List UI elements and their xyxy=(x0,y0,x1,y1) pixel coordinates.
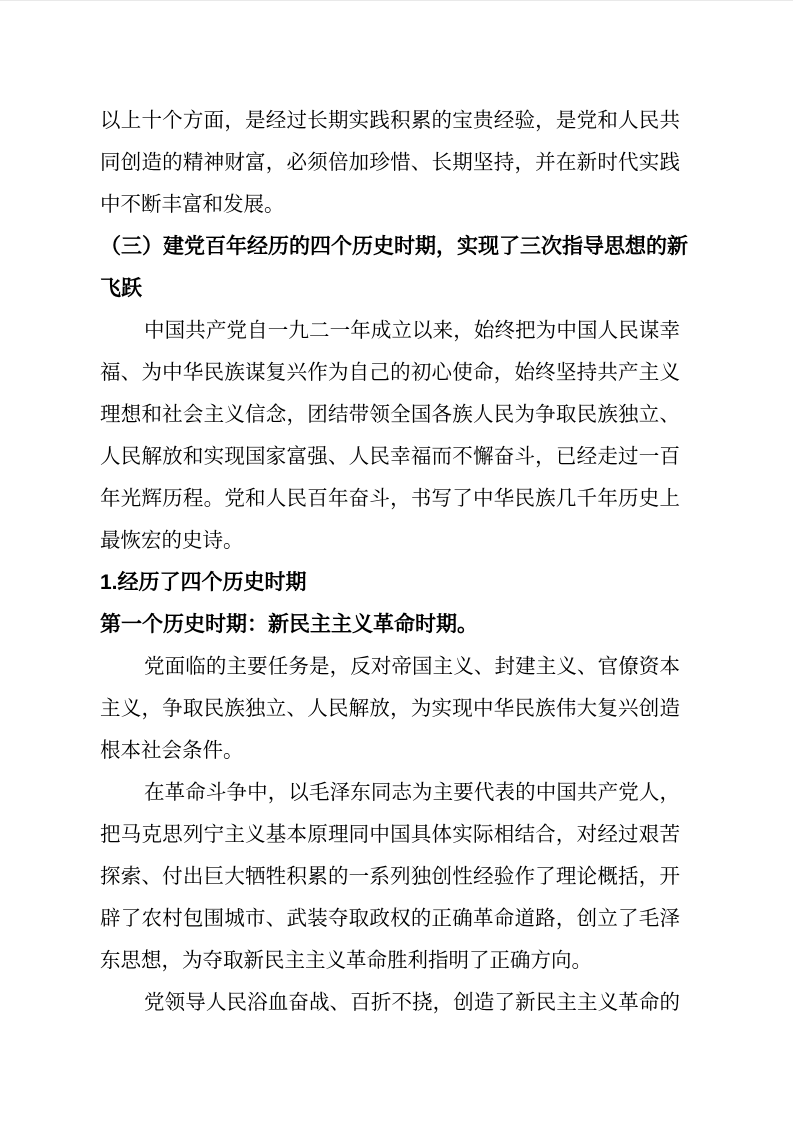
text-line: 把马克思列宁主义基本原理同中国具体实际相结合，对经过艰苦 xyxy=(100,824,680,846)
document-content xyxy=(100,100,688,1024)
text-line: 福、为中华民族谋复兴作为自己的初心使命，始终坚持共产主义 xyxy=(100,362,680,384)
text-line: 在革命斗争中，以毛泽东同志为主要代表的中国共产党人， xyxy=(144,782,680,804)
text-line: 根本社会条件。 xyxy=(100,740,244,762)
paragraph xyxy=(100,310,680,562)
heading-line: （三）建党百年经历的四个历史时期，实现了三次指导思想的新 xyxy=(100,235,688,258)
text-line: 党领导人民浴血奋战、百折不挠，创造了新民主主义革命的 xyxy=(144,992,680,1014)
text-line: 主义，争取民族独立、人民解放，为实现中华民族伟大复兴创造 xyxy=(100,698,680,720)
text-line: 理想和社会主义信念，团结带领全国各族人民为争取民族独立、 xyxy=(100,404,680,426)
paragraph xyxy=(100,100,680,226)
text-line: 最恢宏的史诗。 xyxy=(100,530,244,552)
text-line: 党面临的主要任务是，反对帝国主义、封建主义、官僚资本 xyxy=(144,656,680,678)
heading-line: 第一个历史时期：新民主主义革命时期。 xyxy=(100,613,478,636)
text-line: 人民解放和实现国家富强、人民幸福而不懈奋斗，已经走过一百 xyxy=(100,446,680,468)
text-line: 中国共产党自一九二一年成立以来，始终把为中国人民谋幸 xyxy=(144,320,680,342)
text-line: 探索、付出巨大牺牲积累的一系列独创性经验作了理论概括，开 xyxy=(100,866,680,888)
text-line: 东思想，为夺取新民主主义革命胜利指明了正确方向。 xyxy=(100,950,592,972)
section-heading xyxy=(100,226,688,310)
text-line: 同创造的精神财富，必须倍加珍惜、长期坚持，并在新时代实践 xyxy=(100,152,680,174)
heading-line: 1.经历了四个历史时期 xyxy=(100,571,307,594)
section-heading xyxy=(100,562,680,604)
text-line: 中不断丰富和发展。 xyxy=(100,194,285,216)
paragraph xyxy=(100,646,680,772)
text-line: 年光辉历程。党和人民百年奋斗，书写了中华民族几千年历史上 xyxy=(100,488,680,510)
text-line: 辟了农村包围城市、武装夺取政权的正确革命道路，创立了毛泽 xyxy=(100,908,680,930)
section-heading xyxy=(100,604,680,646)
text-line: 以上十个方面，是经过长期实践积累的宝贵经验，是党和人民共 xyxy=(100,110,680,132)
paragraph xyxy=(100,982,680,1024)
heading-line: 飞跃 xyxy=(100,277,142,300)
paragraph xyxy=(100,772,680,982)
